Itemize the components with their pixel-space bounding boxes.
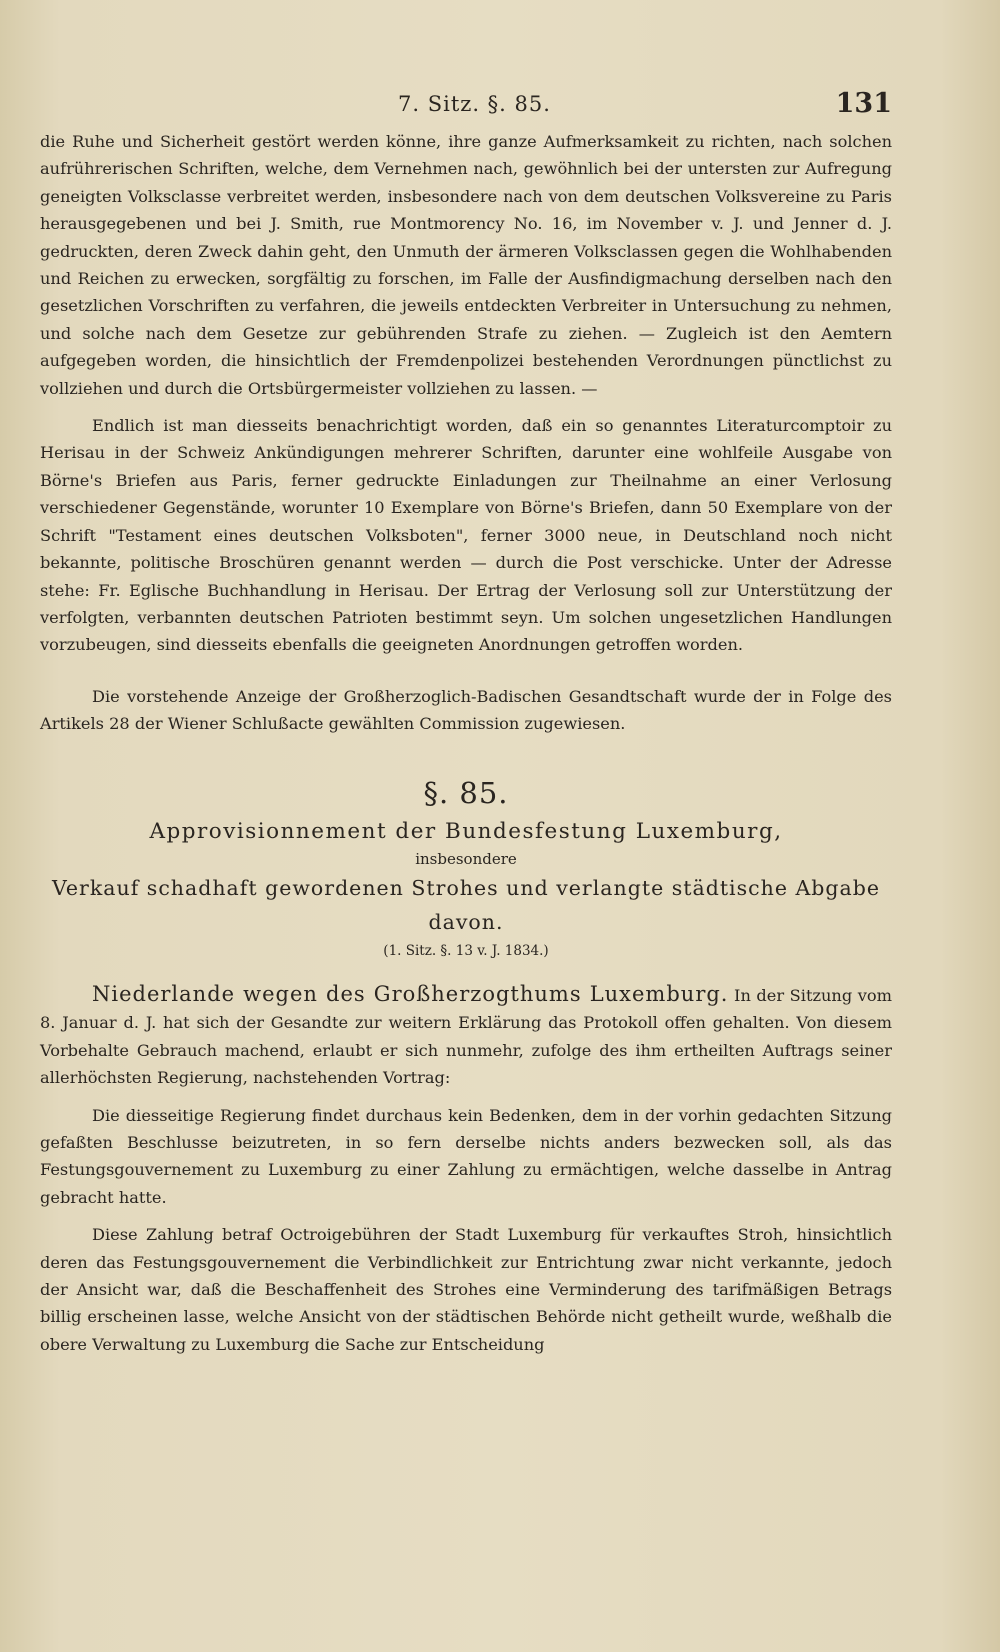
paragraph-4-lead: Niederlande wegen des Großherzogthums Luxemburg. [92,981,729,1006]
page-header [0,88,1000,132]
paragraph-5: Die diesseitige Regierung findet durchaus kein Bedenken, dem in der vorhin gedachten Sitzung gefaßten Beschlusse beizutreten, in so fern derselbe nichts anders bezwecken soll, als das Festungsgouvernement zu Luxemburg zu einer Zahlung zu ermächtigen, welche dasselbe in Antrag gebracht hatte. [40,1105,892,1207]
paragraph-4 [40,981,892,1092]
paragraph-1: die Ruhe und Sicherheit gestört werden könne, ihre ganze Aufmerksamkeit zu richten, nach solchen aufrührerischen Schriften, welche, dem Vernehmen nach, gewöhnlich bei der untersten zur Aufregung geneigten Volksclasse verbreitet werden, insbesondere nach von dem deutschen Volksvereine zu Paris herausgegebenen und bei J. Smith, rue Montmorency No. 16, im November v. J. und Jenner d. J. gedruckten, deren Zweck dahin geht, den Unmuth der ärmeren Volksclassen gegen die Wohlhabenden und Reichen zu erwecken, sorgfältig zu forschen, im Falle der Ausfindigmachung derselben nach den gesetzlichen Vorschriften zu verfahren, die jeweils entdeckten Verbreiter in Untersuchung zu nehmen, und solche nach dem Gesetze zur gebührenden Strafe zu ziehen. — Zugleich ist den Aemtern aufgegeben worden, die hinsichtlich der Fremdenpolizei bestehenden Verordnungen pünctlichst zu vollziehen und durch die Ortsbürgermeister vollziehen zu lassen. — [40,132,892,398]
paragraph-4-rest: In der Sitzung vom 8. Januar d. J. hat sich der Gesandte zur weitern Erklärung das Protokoll offen gehalten. Von diesem Vorbehalte Gebrauch machend, erlaubt er sich nunmehr, zufolge des ihm ertheilten Auftrags seiner allerhöchsten Regierung, nachstehenden Vortrag: [40,985,892,1088]
section-number: §. 85. [423,775,509,810]
section-reference: (1. Sitz. §. 13 v. J. 1834.) [383,942,549,959]
paragraph-2: Endlich ist man diesseits benachrichtigt worden, daß ein so genanntes Literaturcomptoir zu Herisau in der Schweiz Ankündigungen mehrerer Schriften, darunter eine wohlfeile Ausgabe von Börne's Briefen aus Paris, ferner gedruckte Einladungen zur Theilnahme an einer Verlosung verschiedener Gegenstände, worunter 10 Exemplare von Börne's Briefen, dann 50 Exemplare von der Schrift "Testament eines deutschen Volksboten", ferner 3000 neue, in Deutschland noch nicht bekannte, politische Broschüren genannt werden — durch die Post verschicke. Unter der Adresse stehe: Fr. Eglische Buchhandlung in Herisau. Der Ertrag der Verlosung soll zur Unterstützung der verfolgten, verbannten deutschen Patrioten bestimmt seyn. Um solchen ungesetzlichen Handlungen vorzubeugen, sind diesseits ebenfalls die geeigneten Anordnungen getroffen worden. [40,416,892,655]
paragraph-6: Diese Zahlung betraf Octroigebühren der Stadt Luxemburg für verkauftes Stroh, hinsichtlich deren das Festungsgouvernement die Verbindlichkeit zur Entrichtung zwar nicht verkannte, jedoch der Ansicht war, daß die Beschaffenheit des Strohes eine Verminderung des tarifmäßigen Betrags billig erscheinen lasse, welche Ansicht von der städtischen Behörde nicht getheilt wurde, weßhalb die obere Verwaltung zu Luxemburg die Sache zur Entscheidung [40,1225,892,1354]
paragraph-3: Die vorstehende Anzeige der Großherzoglich-Badischen Gesandtschaft wurde der in Folge des Artikels 28 der Wiener Schlußacte gewählten Commission zugewiesen. [40,686,892,734]
page-number: 131 [835,88,892,119]
section-title: Approvisionnement der Bundesfestung Luxemburg, [149,818,783,844]
section-title-second: Verkauf schadhaft gewordenen Strohes und verlangte städtische Abgabe davon. [52,875,880,934]
section-subtitle: insbesondere [415,849,517,868]
running-head: 7. Sitz. §. 85. [398,92,551,116]
body-text [40,128,892,1358]
